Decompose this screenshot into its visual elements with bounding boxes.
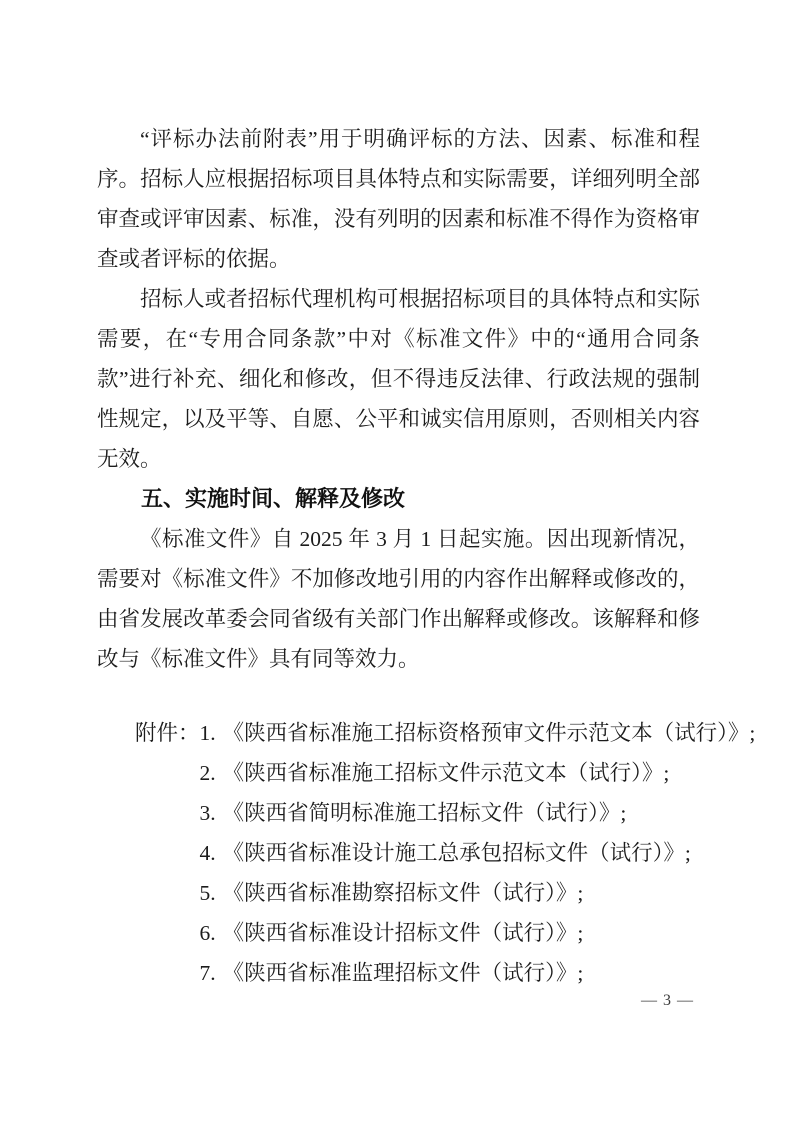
attachment-item-number: 6.	[199, 921, 216, 945]
attachment-item-number: 4.	[199, 841, 216, 865]
attachments-list	[200, 713, 756, 993]
attachment-item-title: 《陕西省标准设计施工总承包招标文件（试行）》;	[222, 841, 691, 865]
attachment-item	[200, 713, 756, 753]
page-number: — 3 —	[641, 992, 694, 1009]
attachments-label: 附件：	[135, 721, 200, 745]
attachment-item-title: 《陕西省标准设计招标文件（试行）》;	[222, 921, 584, 945]
attachment-item	[200, 833, 756, 873]
attachment-item-number: 2.	[199, 761, 216, 785]
attachment-item-title: 《陕西省标准监理招标文件（试行）》;	[222, 961, 584, 985]
attachment-item-number: 5.	[199, 881, 216, 905]
paragraph-contract-terms: 招标人或者招标代理机构可根据招标项目的具体特点和实际需要，在“专用合同条款”中对《标准文件》中的“通用合同条款”进行补充、细化和修改，但不得违反法律、行政法规的强制性规定，以及平等、自愿、公平和诚实信用原则，否则相关内容无效。	[97, 287, 700, 471]
paragraph-eval-method: “评标办法前附表”用于明确评标的方法、因素、标准和程序。招标人应根据招标项目具体特点和实际需要，详细列明全部审查或评审因素、标准，没有列明的因素和标准不得作为资格审查或者评标的依据。	[97, 127, 700, 271]
attachment-item-title: 《陕西省简明标准施工招标文件（试行）》;	[222, 801, 627, 825]
attachment-item	[200, 753, 756, 793]
attachments-block	[97, 713, 756, 993]
attachment-item-number: 7.	[199, 961, 216, 985]
attachment-item	[200, 793, 756, 833]
section-heading-implementation: 五、实施时间、解释及修改	[141, 486, 406, 511]
paragraph-implementation: 《标准文件》自 2025 年 3 月 1 日起实施。因出现新情况，需要对《标准文件》不加修改地引用的内容作出解释或修改的，由省发展改革委会同省级有关部门作出解释或修改。该解释和修改与《标准文件》具有同等效力。	[97, 527, 700, 671]
attachment-item	[200, 953, 756, 993]
attachment-item-number: 3.	[199, 801, 216, 825]
attachment-item	[200, 913, 756, 953]
attachment-item-title: 《陕西省标准勘察招标文件（试行）》;	[222, 881, 584, 905]
attachment-item	[200, 873, 756, 913]
attachment-item-number: 1.	[199, 721, 216, 745]
attachment-item-title: 《陕西省标准施工招标资格预审文件示范文本（试行）》;	[222, 721, 756, 745]
attachment-item-title: 《陕西省标准施工招标文件示范文本（试行）》;	[222, 761, 670, 785]
